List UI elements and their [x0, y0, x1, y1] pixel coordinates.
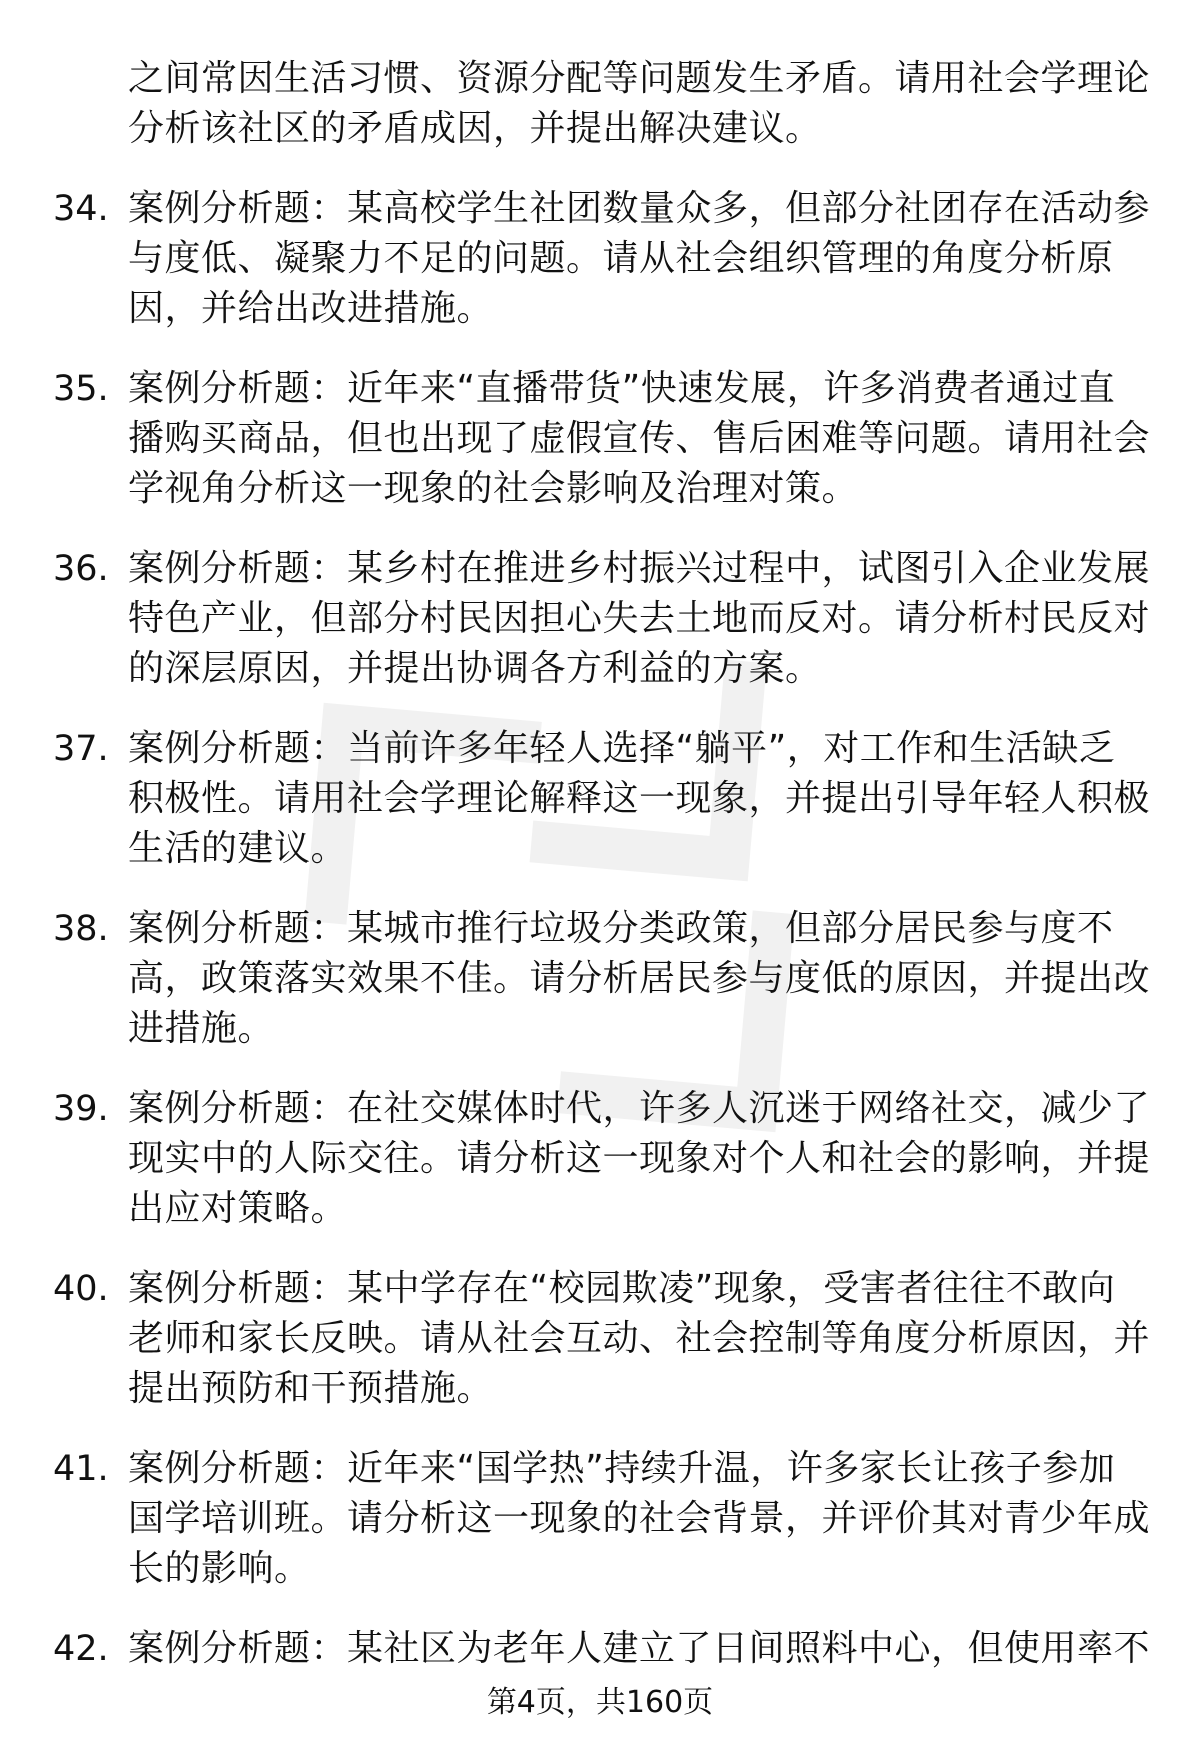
question-text-line: 分析该社区的矛盾成因，并提出解决建议。 — [128, 108, 822, 149]
question-number: 36. — [53, 549, 109, 589]
question-number: 35. — [53, 369, 109, 409]
question-text — [128, 364, 1151, 514]
question-item — [0, 544, 1200, 694]
question-text — [128, 904, 1151, 1054]
question-text-line: 案例分析题：某中学存在“校园欺凌”现象，受害者往往不敢向 — [128, 1268, 1116, 1309]
question-text-line: 案例分析题：在社交媒体时代，许多人沉迷于网络社交，减少了 — [128, 1088, 1151, 1129]
question-number: 38. — [53, 909, 109, 949]
question-text — [128, 1444, 1151, 1594]
question-text-line: 老师和家长反映。请从社会互动、社会控制等角度分析原因，并 — [128, 1318, 1151, 1359]
question-text-line: 特色产业，但部分村民因担心失去土地而反对。请分析村民反对 — [128, 598, 1151, 639]
question-text-line: 出应对策略。 — [128, 1188, 348, 1229]
question-text-line: 进措施。 — [128, 1008, 275, 1049]
question-text-line: 长的影响。 — [128, 1548, 311, 1589]
question-text — [128, 724, 1151, 874]
question-number: 34. — [53, 189, 109, 229]
question-text-line: 播购买商品，但也出现了虚假宣传、售后困难等问题。请用社会 — [128, 418, 1151, 459]
question-number: 40. — [53, 1269, 109, 1309]
question-text-line: 案例分析题：某乡村在推进乡村振兴过程中，试图引入企业发展 — [128, 548, 1151, 589]
question-item — [0, 1624, 1200, 1674]
question-item — [0, 904, 1200, 1054]
question-item — [0, 724, 1200, 874]
question-text — [128, 1264, 1151, 1414]
question-text-line: 因，并给出改进措施。 — [128, 288, 494, 329]
question-item — [0, 1444, 1200, 1594]
question-list — [0, 54, 1200, 1704]
question-text-line: 国学培训班。请分析这一现象的社会背景，并评价其对青少年成 — [128, 1498, 1151, 1539]
question-item — [0, 184, 1200, 334]
question-text-line: 提出预防和干预措施。 — [128, 1368, 494, 1409]
page-footer: 第4页，共160页 — [486, 1685, 714, 1720]
question-text-line: 生活的建议。 — [128, 828, 348, 869]
question-text-line: 现实中的人际交往。请分析这一现象对个人和社会的影响，并提 — [128, 1138, 1151, 1179]
question-number: 39. — [53, 1089, 109, 1129]
question-text-line: 的深层原因，并提出协调各方利益的方案。 — [128, 648, 822, 689]
question-text-line: 与度低、凝聚力不足的问题。请从社会组织管理的角度分析原 — [128, 238, 1114, 279]
question-text-line: 学视角分析这一现象的社会影响及治理对策。 — [128, 468, 859, 509]
question-text — [128, 1084, 1151, 1234]
question-text-line: 案例分析题：某高校学生社团数量众多，但部分社团存在活动参 — [128, 188, 1151, 229]
question-text-line: 积极性。请用社会学理论解释这一现象，并提出引导年轻人积极 — [128, 778, 1151, 819]
question-text-line: 案例分析题：当前许多年轻人选择“躺平”，对工作和生活缺乏 — [128, 728, 1116, 769]
question-text-line: 案例分析题：某城市推行垃圾分类政策，但部分居民参与度不 — [128, 908, 1114, 949]
question-item — [0, 364, 1200, 514]
question-item — [0, 54, 1200, 154]
question-text — [128, 1624, 1151, 1674]
question-item — [0, 1084, 1200, 1234]
question-text-line: 之间常因生活习惯、资源分配等问题发生矛盾。请用社会学理论 — [128, 58, 1151, 99]
question-text — [128, 544, 1151, 694]
question-text — [128, 54, 1151, 154]
question-item — [0, 1264, 1200, 1414]
question-text-line: 高，政策落实效果不佳。请分析居民参与度低的原因，并提出改 — [128, 958, 1151, 999]
question-number: 41. — [53, 1449, 109, 1489]
question-text-line: 案例分析题：近年来“直播带货”快速发展，许多消费者通过直 — [128, 368, 1116, 409]
question-text-line: 案例分析题：某社区为老年人建立了日间照料中心，但使用率不 — [128, 1628, 1151, 1669]
question-text — [128, 184, 1151, 334]
question-number: 37. — [53, 729, 109, 769]
question-text-line: 案例分析题：近年来“国学热”持续升温，许多家长让孩子参加 — [128, 1448, 1116, 1489]
question-number: 42. — [53, 1629, 109, 1669]
